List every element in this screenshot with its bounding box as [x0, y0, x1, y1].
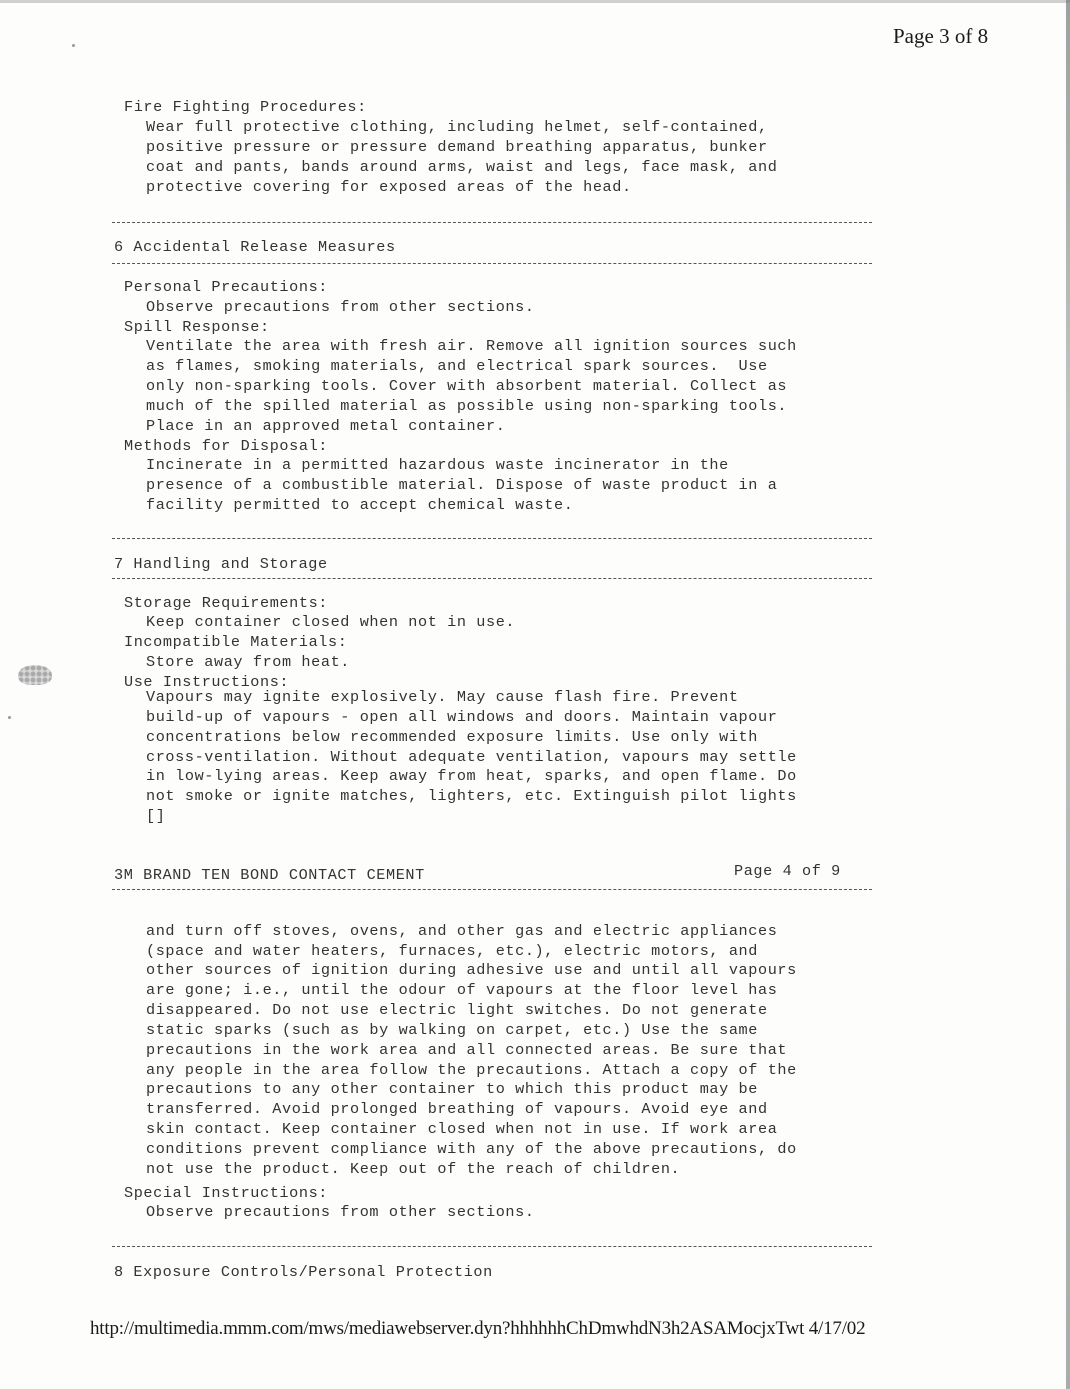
use-instructions-line: concentrations below recommended exposure limits. Use only with — [146, 728, 758, 746]
hole-punch-mark — [18, 665, 52, 685]
section-separator — [112, 538, 872, 539]
scan-edge-top — [0, 0, 1070, 3]
fire-fighting-line: Wear full protective clothing, including helmet, self-contained, — [146, 118, 768, 136]
section-separator — [112, 222, 872, 223]
continuation-line: skin contact. Keep container closed when not in use. If work area — [146, 1120, 778, 1138]
footer-url-text[interactable]: http://multimedia.mmm.com/mws/mediawebserver.dyn?hhhhhhChDmwhdN3h2ASAMocjxTwt — [90, 1318, 805, 1339]
inner-page-number: Page 4 of 9 — [734, 862, 841, 880]
personal-precautions-line: Observe precautions from other sections. — [146, 298, 535, 316]
continuation-line: not use the product. Keep out of the reach of children. — [146, 1160, 681, 1178]
incompatible-line: Store away from heat. — [146, 653, 350, 671]
use-instructions-line: [] — [146, 807, 166, 825]
fire-fighting-line: protective covering for exposed areas of the head. — [146, 178, 632, 196]
footer-url — [90, 1318, 865, 1340]
section-7-heading: 7 Handling and Storage — [114, 555, 328, 573]
disposal-line: Incinerate in a permitted hazardous waste incinerator in the — [146, 456, 729, 474]
section-separator — [112, 263, 872, 264]
special-instructions-label: Special Instructions: — [124, 1184, 328, 1202]
continuation-line: other sources of ignition during adhesive use and until all vapours — [146, 961, 797, 979]
use-instructions-line: Vapours may ignite explosively. May cause flash fire. Prevent — [146, 688, 739, 706]
use-instructions-label: Use Instructions: — [124, 673, 290, 691]
footer-date: 4/17/02 — [808, 1318, 866, 1339]
fire-fighting-line: positive pressure or pressure demand breathing apparatus, bunker — [146, 138, 768, 156]
continuation-line: and turn off stoves, ovens, and other gas and electric appliances — [146, 922, 778, 940]
personal-precautions-label: Personal Precautions: — [124, 278, 328, 296]
continuation-line: static sparks (such as by walking on carpet, etc.) Use the same — [146, 1021, 758, 1039]
spill-response-label: Spill Response: — [124, 318, 270, 336]
spill-response-line: as flames, smoking materials, and electrical spark sources. Use — [146, 357, 768, 375]
section-6-heading: 6 Accidental Release Measures — [114, 238, 396, 256]
scan-speck — [8, 716, 11, 719]
continuation-line: transferred. Avoid prolonged breathing of vapours. Avoid eye and — [146, 1100, 768, 1118]
spill-response-line: Ventilate the area with fresh air. Remove all ignition sources such — [146, 337, 797, 355]
product-name-header: 3M BRAND TEN BOND CONTACT CEMENT — [114, 866, 425, 884]
use-instructions-line: build-up of vapours - open all windows and doors. Maintain vapour — [146, 708, 778, 726]
storage-line: Keep container closed when not in use. — [146, 613, 516, 631]
scan-edge-right — [1066, 0, 1070, 1389]
disposal-label: Methods for Disposal: — [124, 437, 328, 455]
spill-response-line: much of the spilled material as possible using non-sparking tools. — [146, 397, 788, 415]
special-instructions-line: Observe precautions from other sections. — [146, 1203, 535, 1221]
continuation-line: are gone; i.e., until the odour of vapours at the floor level has — [146, 981, 778, 999]
use-instructions-line: not smoke or ignite matches, lighters, etc. Extinguish pilot lights — [146, 787, 797, 805]
incompatible-label: Incompatible Materials: — [124, 633, 348, 651]
spill-response-line: only non-sparking tools. Cover with absorbent material. Collect as — [146, 377, 788, 395]
spill-response-line: Place in an approved metal container. — [146, 417, 506, 435]
continuation-line: precautions in the work area and all connected areas. Be sure that — [146, 1041, 788, 1059]
section-separator — [112, 889, 872, 890]
section-separator — [112, 578, 872, 579]
fire-fighting-label: Fire Fighting Procedures: — [124, 98, 367, 116]
disposal-line: facility permitted to accept chemical waste. — [146, 496, 574, 514]
storage-label: Storage Requirements: — [124, 594, 328, 612]
use-instructions-line: cross-ventilation. Without adequate ventilation, vapours may settle — [146, 748, 797, 766]
fire-fighting-line: coat and pants, bands around arms, waist and legs, face mask, and — [146, 158, 778, 176]
continuation-line: conditions prevent compliance with any of the above precautions, do — [146, 1140, 797, 1158]
section-separator — [112, 1246, 872, 1247]
use-instructions-line: in low-lying areas. Keep away from heat, sparks, and open flame. Do — [146, 767, 797, 785]
scan-speck — [72, 44, 75, 47]
continuation-line: disappeared. Do not use electric light switches. Do not generate — [146, 1001, 768, 1019]
continuation-line: precautions to any other container to which this product may be — [146, 1080, 758, 1098]
disposal-line: presence of a combustible material. Dispose of waste product in a — [146, 476, 778, 494]
section-8-heading: 8 Exposure Controls/Personal Protection — [114, 1263, 493, 1281]
continuation-line: (space and water heaters, furnaces, etc.), electric motors, and — [146, 942, 758, 960]
continuation-line: any people in the area follow the precautions. Attach a copy of the — [146, 1061, 797, 1079]
page-number-header: Page 3 of 8 — [893, 24, 989, 48]
